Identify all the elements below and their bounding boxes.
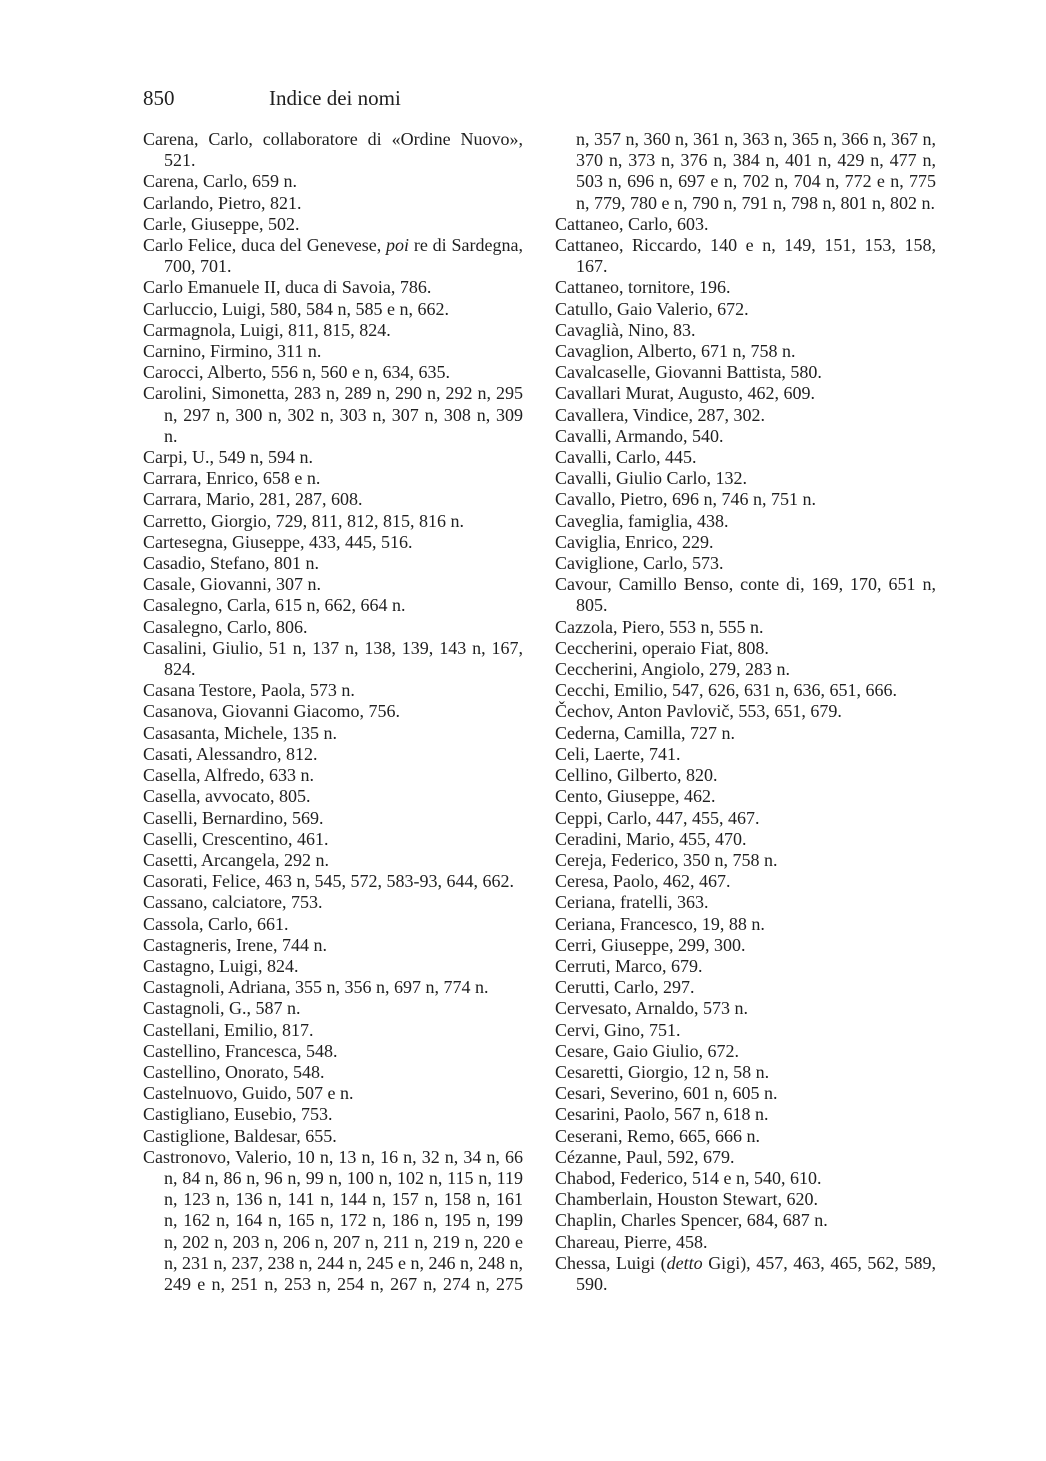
index-column-left [143,129,523,1295]
index-entry: Carlo Felice, duca del Genevese, poi re di Sardegna, 700, 701. [143,235,523,277]
index-entry: Castronovo, Valerio, 10 n, 13 n, 16 n, 32 n, 34 n, 66 n, 84 n, 86 n, 96 n, 99 n, 100 n, 102 n, 115 n, 119 n, 123 n, 136 n, 141 n, 144 n, 157 n, 158 n, 161 n, 162 n, 164 n, 165 n, 172 n, 186 n, 195 n, 199 n, 202 n, 203 n, 206 n, 207 n, 211 n, 219 n, 220 e n, 231 n, 237, 238 n, 244 n, 245 e n, 246 n, 248 n, 249 e n, 251 n, 253 n, 254 n, 267 n, 274 n, 275 [143,1146,523,1294]
index-entry: Cavalli, Armando, 540. [555,425,724,446]
index-entry: Cavalli, Carlo, 445. [555,447,697,468]
index-entry: Carle, Giuseppe, 502. [143,213,300,234]
index-entry: Ceserani, Remo, 665, 666 n. [555,1125,760,1146]
index-entry: Chaplin, Charles Spencer, 684, 687 n. [555,1210,828,1231]
index-entry: Caselli, Bernardino, 569. [143,807,324,828]
index-entry: Caselli, Crescentino, 461. [143,828,329,849]
index-entry: Carena, Carlo, 659 n. [143,171,297,192]
index-entry: Cattaneo, tornitore, 196. [555,277,731,298]
index-entry: Castagnoli, G., 587 n. [143,998,301,1019]
index-entry: Caviglione, Carlo, 573. [555,553,724,574]
index-entry: Ceccherini, operaio Fiat, 808. [555,637,769,658]
index-entry: Cesarini, Paolo, 567 n, 618 n. [555,1104,769,1125]
index-entry: Castagnoli, Adriana, 355 n, 356 n, 697 n, 774 n. [143,977,489,998]
index-entry: Cervesato, Arnaldo, 573 n. [555,998,748,1019]
index-entry: Ceccherini, Angiolo, 279, 283 n. [555,659,790,680]
running-title: Indice dei nomi [269,86,401,110]
index-entry: Casati, Alessandro, 812. [143,743,318,764]
index-column-right [555,129,936,1295]
index-entry: Cavalcaselle, Giovanni Battista, 580. [555,362,822,383]
index-entry: Casana Testore, Paola, 573 n. [143,680,355,701]
page-number: 850 [143,86,175,110]
index-entry: Cavour, Camillo Benso, conte di, 169, 170, 651 n, 805. [555,574,936,616]
index-entry: n, 357 n, 360 n, 361 n, 363 n, 365 n, 366 n, 367 n, 370 n, 373 n, 376 n, 384 n, 401 n, 429 n, 477 n, 503 n, 696 n, 697 e n, 702 n, 704 n, 772 e n, 775 n, 779, 780 e n, 790 n, 791 n, 798 n, 801 n, 802 n. [576,129,936,213]
index-entry: Cereja, Federico, 350 n, 758 n. [555,849,778,870]
index-entry: Carrara, Mario, 281, 287, 608. [143,489,363,510]
index-entry: Cento, Giuseppe, 462. [555,786,716,807]
index-entry: Casalegno, Carlo, 806. [143,616,308,637]
index-entry: Castellino, Francesca, 548. [143,1040,338,1061]
index-entry: Castagneris, Irene, 744 n. [143,934,327,955]
index-entry: Carnino, Firmino, 311 n. [143,341,322,362]
index-entry: Chareau, Pierre, 458. [555,1231,708,1252]
index-entry: Casalegno, Carla, 615 n, 662, 664 n. [143,595,406,616]
index-entry: Carretto, Giorgio, 729, 811, 812, 815, 816 n. [143,510,464,531]
index-entry: Cesaretti, Giorgio, 12 n, 58 n. [555,1061,770,1082]
index-entry: Ceradini, Mario, 455, 470. [555,828,747,849]
index-entry: Cattaneo, Carlo, 603. [555,213,709,234]
index-entry: Cattaneo, Riccardo, 140 e n, 149, 151, 153, 158, 167. [555,235,936,277]
index-entry: Casella, Alfredo, 633 n. [143,765,314,786]
index-entry: Castiglione, Baldesar, 655. [143,1125,337,1146]
index-entry: Cavaglià, Nino, 83. [555,319,696,340]
index-entry: Cervi, Gino, 751. [555,1019,681,1040]
index-entry: Castellani, Emilio, 817. [143,1019,314,1040]
index-entry: Cecchi, Emilio, 547, 626, 631 n, 636, 651, 666. [555,680,897,701]
index-entry: Ceppi, Carlo, 447, 455, 467. [555,807,760,828]
index-entry: Cavallo, Pietro, 696 n, 746 n, 751 n. [555,489,816,510]
index-entry: Ceresa, Paolo, 462, 467. [555,871,731,892]
running-header [143,86,401,110]
index-entry: Carluccio, Luigi, 580, 584 n, 585 e n, 662. [143,298,449,319]
index-entry: Casasanta, Michele, 135 n. [143,722,337,743]
index-entry: Cézanne, Paul, 592, 679. [555,1146,735,1167]
index-entry: Cesari, Severino, 601 n, 605 n. [555,1083,778,1104]
index-entry: Cavaglion, Alberto, 671 n, 758 n. [555,341,796,362]
index-entry: Carena, Carlo, collaboratore di «Ordine Nuovo», 521. [143,129,523,171]
index-entry: Casanova, Giovanni Giacomo, 756. [143,701,400,722]
index-entry: Cederna, Camilla, 727 n. [555,722,735,743]
index-entry: Castellino, Onorato, 548. [143,1061,325,1082]
index-entry: Celi, Laerte, 741. [555,743,681,764]
index-entry: Cassola, Carlo, 661. [143,913,289,934]
index-entry: Castelnuovo, Guido, 507 e n. [143,1083,354,1104]
index-entry: Casadio, Stefano, 801 n. [143,553,319,574]
index-entry: Catullo, Gaio Valerio, 672. [555,298,749,319]
index-entry: Cerruti, Marco, 679. [555,955,703,976]
index-entry: Carocci, Alberto, 556 n, 560 e n, 634, 635. [143,362,450,383]
index-entry: Casetti, Arcangela, 292 n. [143,849,329,870]
index-entry: Cavalli, Giulio Carlo, 132. [555,468,747,489]
index-entry: Casalini, Giulio, 51 n, 137 n, 138, 139, 143 n, 167, 824. [143,637,523,680]
index-entry: Carrara, Enrico, 658 e n. [143,468,321,489]
index-entry: Cartesegna, Giuseppe, 433, 445, 516. [143,531,413,552]
index-entry: Cavallari Murat, Augusto, 462, 609. [555,383,815,404]
index-entry: Castagno, Luigi, 824. [143,955,299,976]
index-entry: Chamberlain, Houston Stewart, 620. [555,1189,818,1210]
index-entry: Carmagnola, Luigi, 811, 815, 824. [143,319,391,340]
index-entry: Castigliano, Eusebio, 753. [143,1104,333,1125]
index-entry: Carpi, U., 549 n, 594 n. [143,447,313,468]
index-entry: Cesare, Gaio Giulio, 672. [555,1040,739,1061]
index-entry: Chessa, Luigi (detto Gigi), 457, 463, 465, 562, 589, 590. [555,1252,936,1294]
index-entry: Ceriana, fratelli, 363. [555,892,709,913]
index-entry: Čechov, Anton Pavlovič, 553, 651, 679. [555,701,842,722]
index-entry: Cerri, Giuseppe, 299, 300. [555,934,746,955]
index-entry: Chabod, Federico, 514 e n, 540, 610. [555,1167,822,1188]
index-entry: Casella, avvocato, 805. [143,786,311,807]
index-entry: Casorati, Felice, 463 n, 545, 572, 583-93, 644, 662. [143,871,514,892]
index-entry: Cassano, calciatore, 753. [143,892,323,913]
index-entry: Casale, Giovanni, 307 n. [143,574,321,595]
index-entry: Carlando, Pietro, 821. [143,192,302,213]
index-entry: Cerutti, Carlo, 297. [555,977,695,998]
index-entry: Cellino, Gilberto, 820. [555,765,718,786]
index-entry: Caveglia, famiglia, 438. [555,510,729,531]
index-entry: Caviglia, Enrico, 229. [555,531,714,552]
index-entry: Ceriana, Francesco, 19, 88 n. [555,913,765,934]
index-entry: Carlo Emanuele II, duca di Savoia, 786. [143,277,432,298]
index-entry: Cazzola, Piero, 553 n, 555 n. [555,616,764,637]
index-entry: Cavallera, Vindice, 287, 302. [555,404,766,425]
index-entry: Carolini, Simonetta, 283 n, 289 n, 290 n, 292 n, 295 n, 297 n, 300 n, 302 n, 303 n, 307 n, 308 n, 309 n. [143,383,523,446]
